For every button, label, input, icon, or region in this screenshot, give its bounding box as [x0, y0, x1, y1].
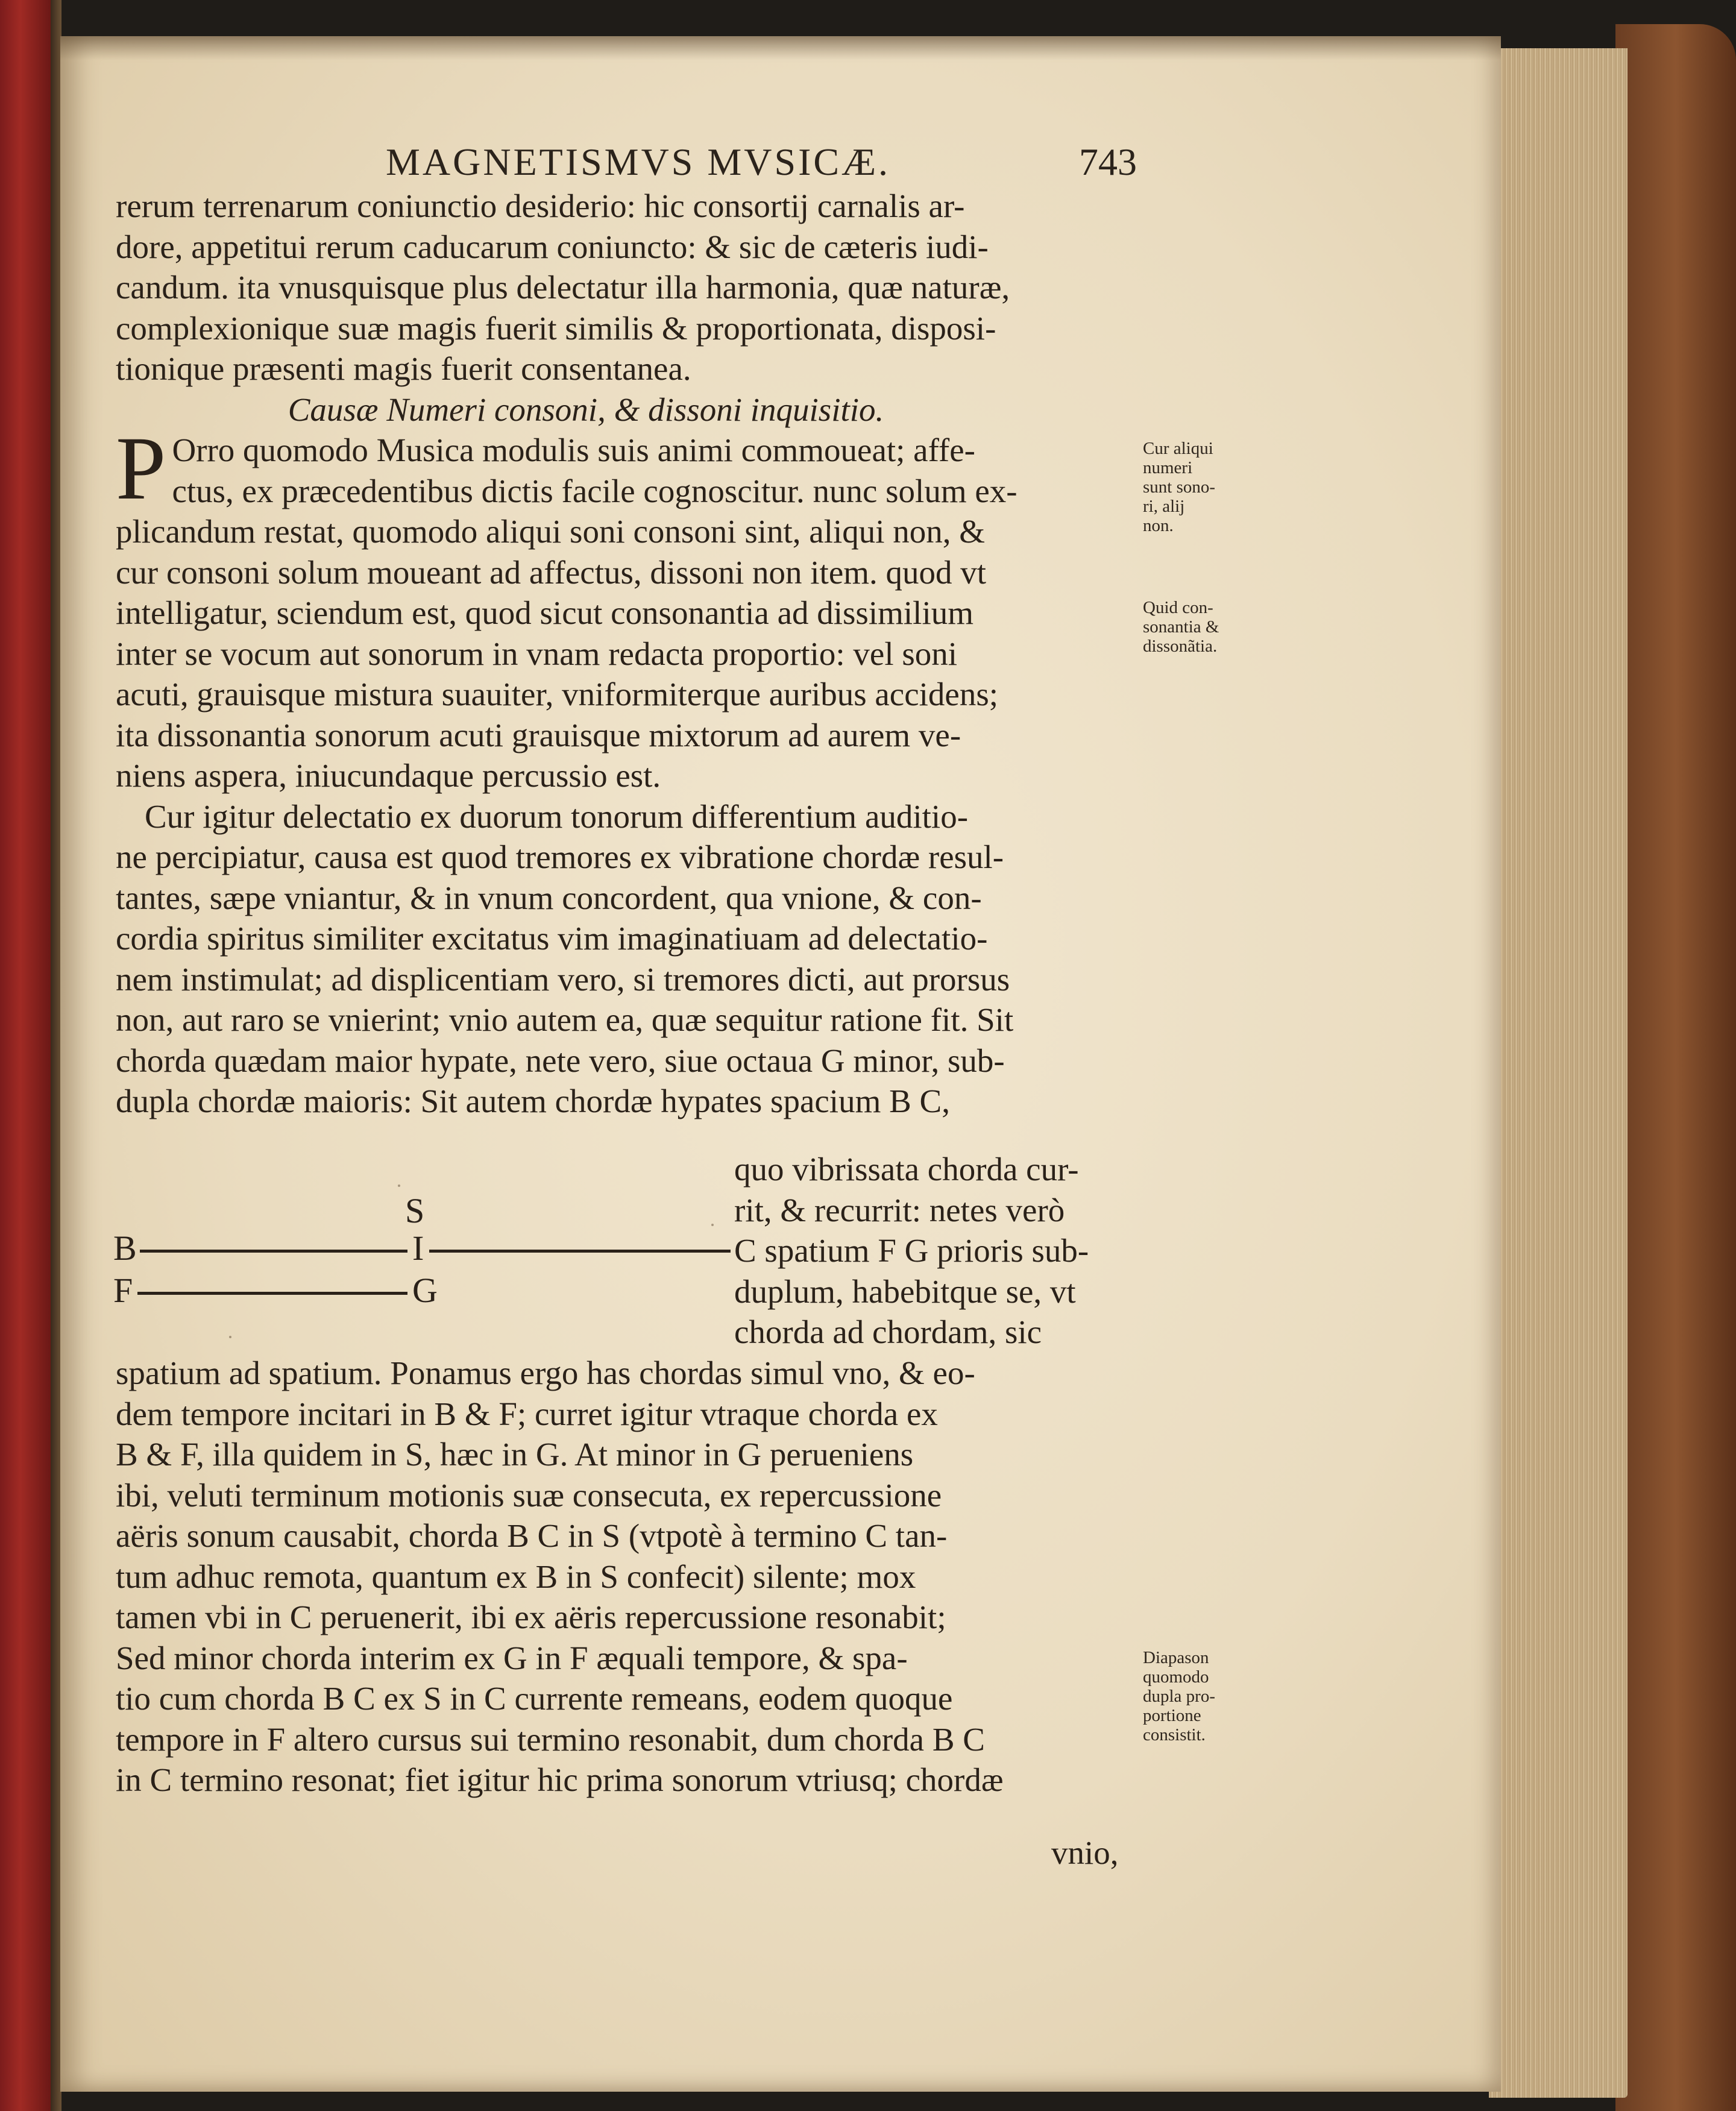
text-line: cordia spiritus similiter excitatus vim imaginatiuam ad delectatio- — [116, 920, 988, 957]
paper-speck — [711, 1224, 714, 1226]
text-line: nem instimulat; ad displicentiam vero, si tremores dicti, aut prorsus — [116, 960, 1010, 998]
text-line: spatium ad spatium. Ponamus ergo has chordas simul vno, & eo- — [116, 1354, 975, 1391]
catchword: vnio, — [1051, 1834, 1119, 1871]
text-line: ctus, ex præcedentibus dictis facile cognoscitur. nunc solum ex- — [172, 472, 1017, 509]
text-line: dupla chordæ maioris: Sit autem chordæ hypates spacium B C, — [116, 1083, 950, 1119]
paragraph-1 — [116, 418, 1140, 518]
text-line: dem tempore incitari in B & F; curret igitur vtraque chorda ex — [116, 1395, 938, 1432]
chord-diagram — [113, 1191, 740, 1317]
text-line: plicandum restat, quomodo aliqui soni consoni sint, aliqui non, & — [116, 513, 986, 550]
paper-speck — [229, 1336, 231, 1338]
diagram-label-i: I — [412, 1229, 424, 1268]
sidenote-line: dissonãtia. — [1143, 637, 1218, 656]
section-heading: Causæ Numeri consoni, & dissoni inquisitio. — [288, 391, 884, 428]
text-line: niens aspera, iniucundaque percussio est. — [116, 757, 661, 794]
text-line: inter se vocum aut sonorum in vnam redacta proportio: vel soni — [116, 635, 958, 672]
text-line: in C termino resonat; fiet igitur hic prima sonorum vtriusq; chordæ — [116, 1761, 1004, 1798]
page-edges — [1489, 48, 1628, 2098]
sidenote-line: consistit. — [1143, 1725, 1206, 1744]
sidenote-consonantia — [1143, 598, 1288, 656]
main-text — [116, 186, 1140, 1122]
text-line: intelligatur, sciendum est, quod sicut consonantia ad dissimilium — [116, 594, 974, 631]
text-line: tamen vbi in C peruenerit, ibi ex aëris repercussione resonabit; — [116, 1599, 946, 1635]
text-line: candum. ita vnusquisque plus delectatur illa harmonia, quæ naturæ, — [116, 269, 1010, 306]
chord-bc-right — [429, 1250, 731, 1253]
sidenote-line: Diapason — [1143, 1648, 1209, 1667]
text-line: Cur igitur delectatio ex duorum tonorum differentium auditio- — [145, 798, 969, 835]
diagram-label-g: G — [412, 1271, 438, 1310]
text-line: acuti, grauisque mistura suauiter, vniformiterque auribus accidens; — [116, 676, 998, 713]
page-shadow — [60, 36, 1501, 60]
book-binding — [0, 0, 51, 2111]
text-line: ibi, veluti terminum motionis suæ consecuta, ex repercussione — [116, 1476, 942, 1514]
sidenote-line: Cur aliqui — [1143, 439, 1213, 458]
paper-speck — [398, 1184, 400, 1187]
text-line: quo vibrissata chorda cur- — [734, 1151, 1079, 1188]
sidenote-line: sunt sono- — [1143, 477, 1216, 497]
text-line: duplum, habebitque se, vt — [734, 1273, 1076, 1310]
text-line: tionique præsenti magis fuerit consentanea. — [116, 350, 691, 387]
sidenote-diapason — [1143, 1648, 1288, 1744]
page-number: 743 — [1079, 140, 1137, 183]
text-line: aëris sonum causabit, chorda B C in S (vtpotè à termino C tan- — [116, 1517, 948, 1554]
drop-cap: P — [116, 418, 166, 518]
text-line: rit, & recurrit: netes verò — [734, 1191, 1065, 1229]
lower-text — [116, 1353, 1140, 1801]
book-cover-board — [1615, 24, 1736, 2111]
sidenote-line: Quid con- — [1143, 598, 1213, 617]
text-line: tantes, sæpe vniantur, & in vnum concordent, qua vnione, & con- — [116, 879, 982, 916]
text-line: Sed minor chorda interim ex G in F æquali tempore, & spa- — [116, 1639, 908, 1676]
text-line: tum adhuc remota, quantum ex B in S confecit) silente; mox — [116, 1558, 916, 1595]
running-header: MAGNETISMVS MVSICÆ. — [386, 140, 890, 183]
sidenote-line: quomodo — [1143, 1667, 1209, 1687]
text-line: chorda quædam maior hypate, nete vero, siue octaua G minor, sub- — [116, 1042, 1005, 1079]
text-line: chorda ad chordam, sic — [734, 1313, 1042, 1350]
text-line: non, aut raro se vnierint; vnio autem ea, quæ sequitur ratione fit. Sit — [116, 1001, 1014, 1038]
diagram-label-f: F — [113, 1271, 133, 1310]
sidenote-numeri — [1143, 439, 1288, 535]
chord-fg — [137, 1292, 407, 1295]
text-line: C spatium F G prioris sub- — [734, 1232, 1089, 1269]
text-line: ne percipiatur, causa est quod tremores ex vibratione chordæ resul- — [116, 838, 1004, 875]
sidenote-line: non. — [1143, 516, 1174, 535]
text-line: Orro quomodo Musica modulis suis animi commoueat; affe- — [172, 432, 975, 468]
text-line: rerum terrenarum coniunctio desiderio: hic consortij carnalis ar- — [116, 187, 965, 224]
sidenote-line: numeri — [1143, 458, 1193, 477]
sidenote-line: dupla pro- — [1143, 1687, 1215, 1706]
text-line: dore, appetitui rerum caducarum coniuncto: & sic de cæteris iudi- — [116, 228, 989, 265]
sidenote-line: ri, alij — [1143, 497, 1185, 516]
chord-bc-left — [140, 1250, 407, 1253]
text-line: B & F, illa quidem in S, hæc in G. At minor in G perueniens — [116, 1436, 914, 1473]
text-line: cur consoni solum moueant ad affectus, dissoni non item. quod vt — [116, 553, 987, 591]
sidenote-line: sonantia & — [1143, 617, 1219, 637]
text-line: ita dissonantia sonorum acuti grauisque mixtorum ad aurem ve- — [116, 716, 961, 753]
narrow-text — [734, 1149, 1156, 1353]
sidenote-line: portione — [1143, 1706, 1201, 1725]
text-line: complexionique suæ magis fuerit similis & proportionata, disposi- — [116, 309, 996, 347]
text-line: tio cum chorda B C ex S in C currente remeans, eodem quoque — [116, 1680, 953, 1717]
diagram-label-s: S — [405, 1191, 425, 1230]
diagram-label-b: B — [113, 1229, 137, 1268]
text-line: tempore in F altero cursus sui termino resonabit, dum chorda B C — [116, 1720, 985, 1758]
